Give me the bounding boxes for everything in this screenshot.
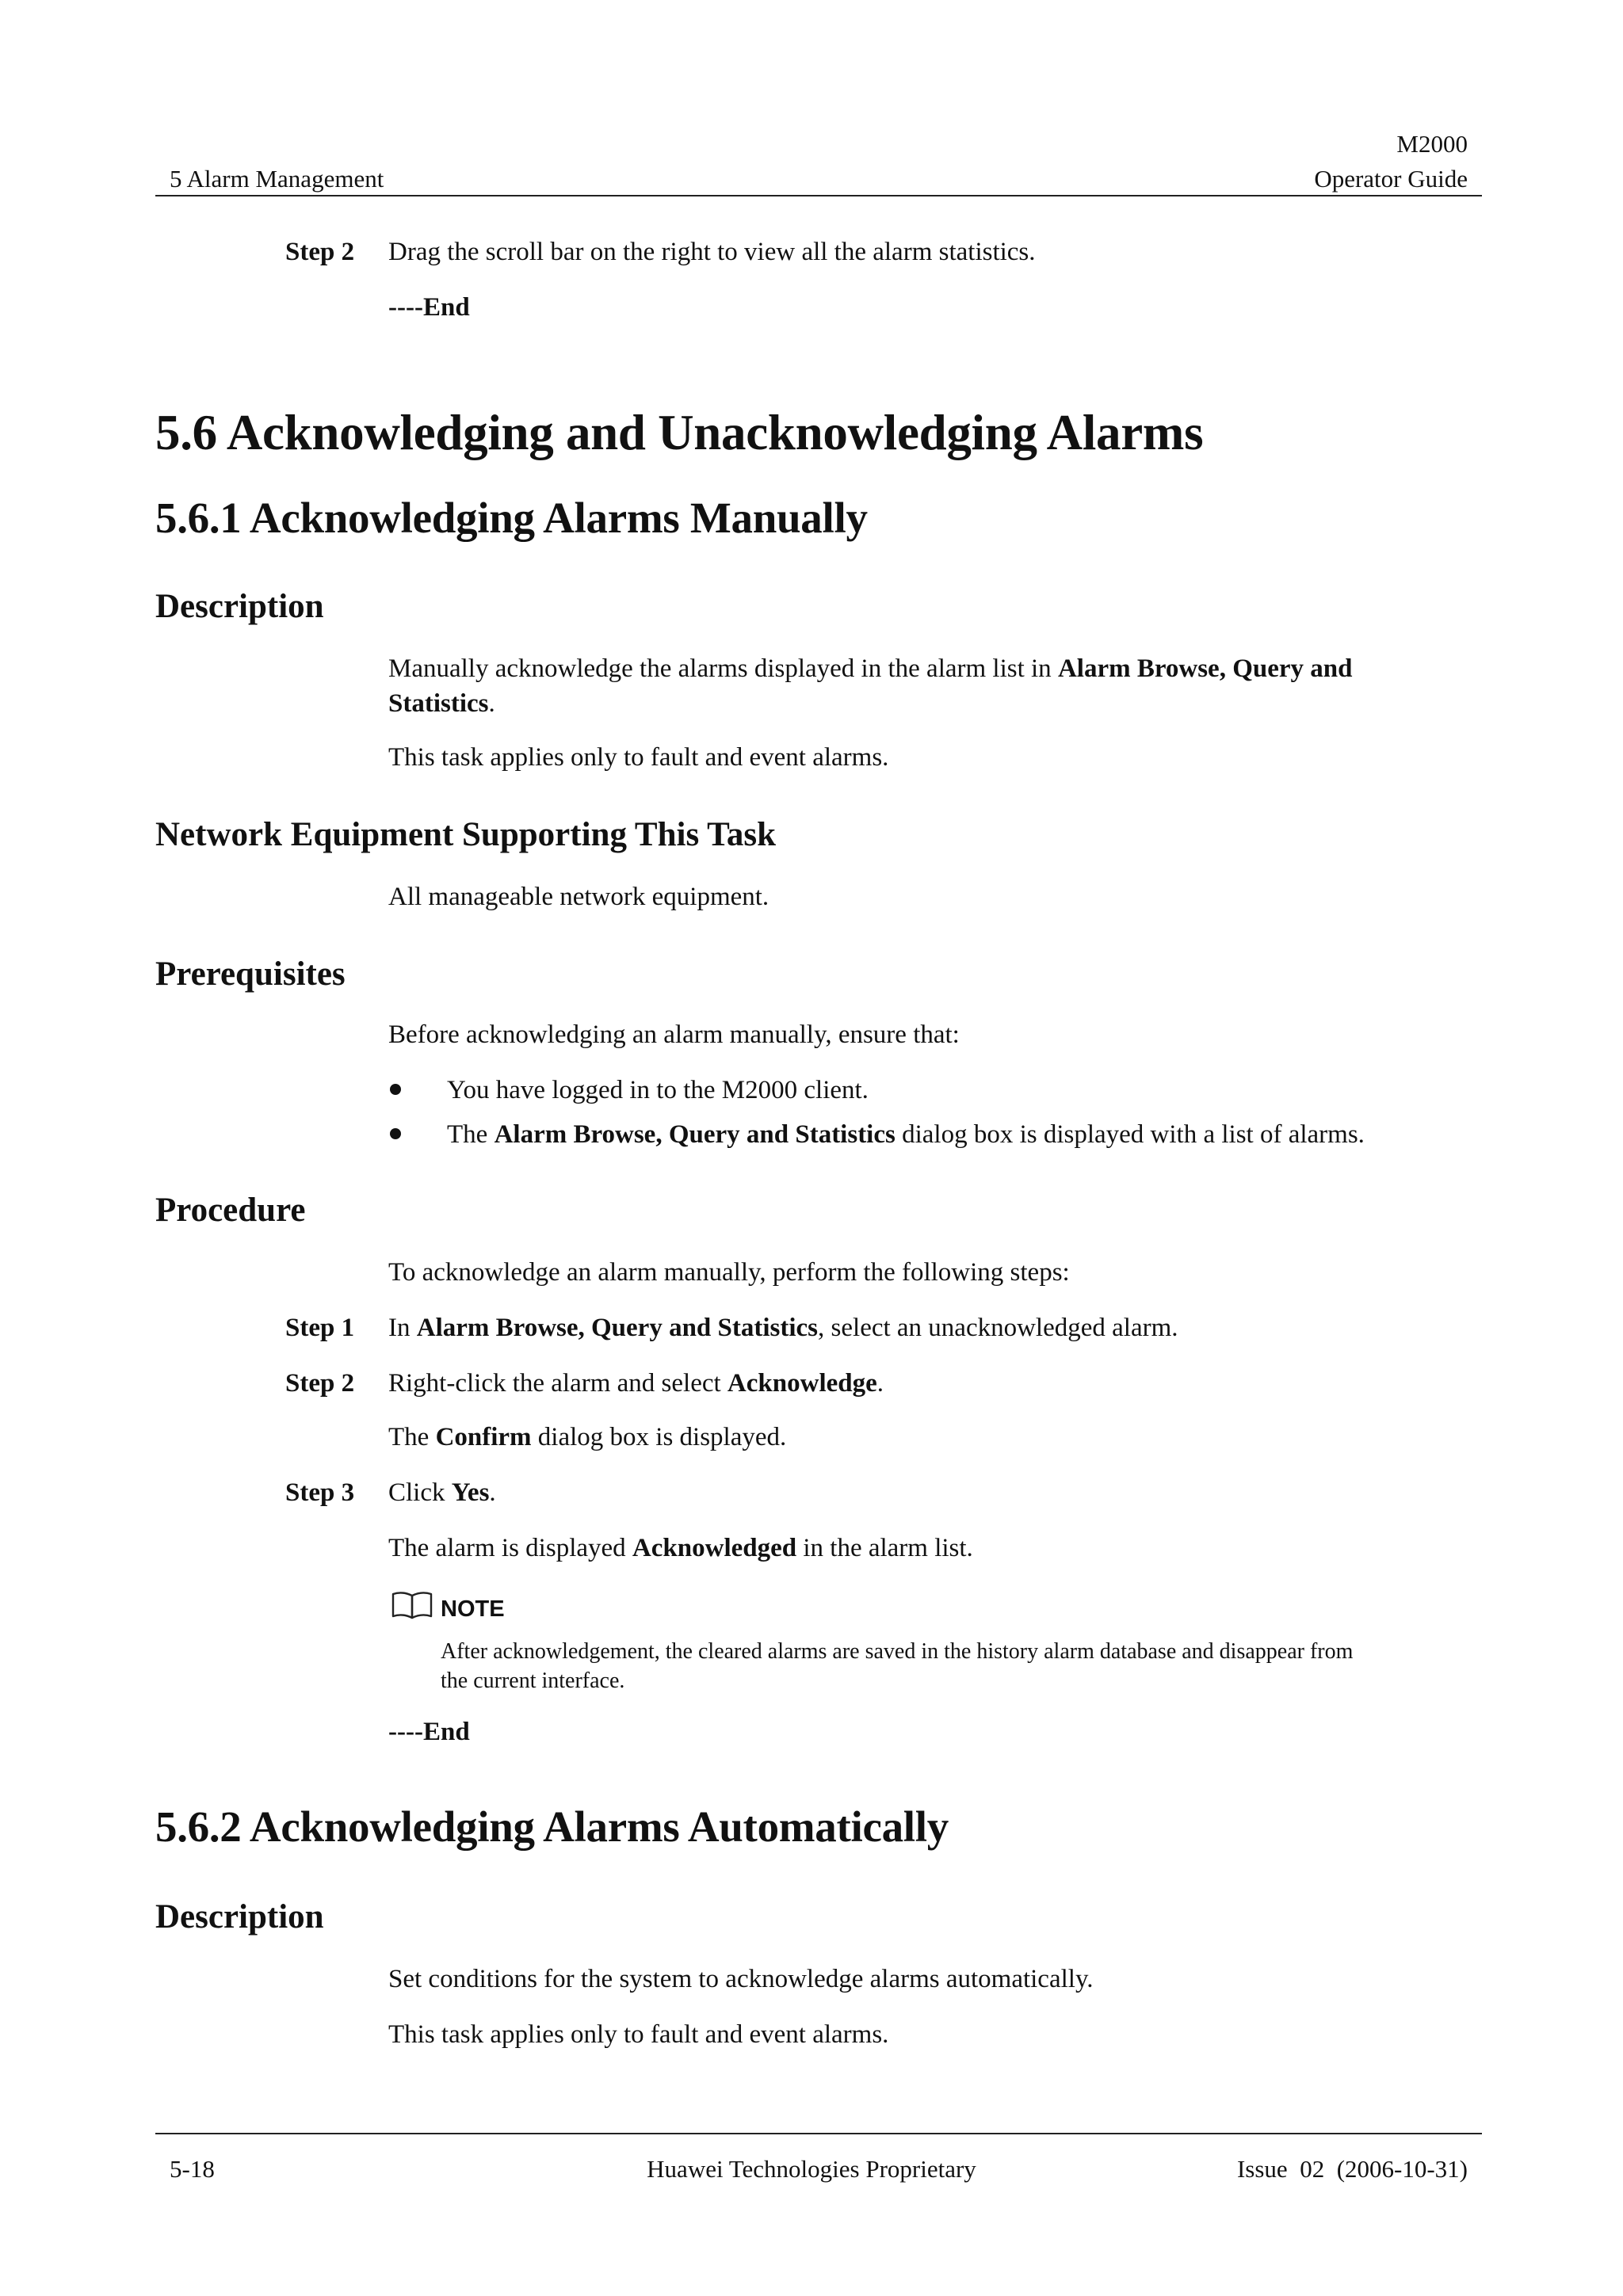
prerequisite-item: You have logged in to the M2000 client. <box>447 1076 869 1104</box>
step-label: Step 2 <box>285 238 355 266</box>
subsection-title: 5.6.2 Acknowledging Alarms Automatically <box>155 1802 949 1851</box>
prerequisites-intro: Before acknowledging an alarm manually, ensure that: <box>388 1020 960 1049</box>
step-label: Step 1 <box>285 1314 355 1342</box>
step-text: In Alarm Browse, Query and Statistics, select an unacknowledged alarm. <box>388 1314 1178 1342</box>
end-marker: ----End <box>388 293 470 322</box>
header-product: M2000 <box>1396 130 1468 158</box>
description-scope: This task applies only to fault and event alarms. <box>388 2020 889 2049</box>
step-label: Step 3 <box>285 1478 355 1507</box>
network-text: All manageable network equipment. <box>388 883 769 911</box>
footer-issue: Issue 02 (2006-10-31) <box>1236 2155 1468 2183</box>
note-text: After acknowledgement, the cleared alarms are saved in the history alarm database and disappear from <box>441 1639 1354 1664</box>
subsection-title: 5.6.1 Acknowledging Alarms Manually <box>155 494 868 542</box>
note-text: the current interface. <box>441 1669 625 1693</box>
header-doc-title: Operator Guide <box>1314 165 1468 193</box>
step-result: The Confirm dialog box is displayed. <box>388 1423 787 1451</box>
note-label: NOTE <box>441 1596 505 1622</box>
footer-company: Huawei Technologies Proprietary <box>647 2155 976 2183</box>
procedure-intro: To acknowledge an alarm manually, perform the following steps: <box>388 1258 1070 1287</box>
bullet-icon <box>390 1084 401 1095</box>
step-result: The alarm is displayed Acknowledged in the alarm list. <box>388 1534 973 1562</box>
end-marker: ----End <box>388 1718 470 1746</box>
description-paragraph: Set conditions for the system to acknowledge alarms automatically. <box>388 1965 1094 1993</box>
prerequisites-heading: Prerequisites <box>155 955 346 993</box>
bullet-icon <box>390 1128 401 1139</box>
procedure-heading: Procedure <box>155 1192 306 1229</box>
description-scope: This task applies only to fault and event alarms. <box>388 743 889 772</box>
step-text: Click Yes. <box>388 1478 496 1507</box>
step-label: Step 2 <box>285 1369 355 1398</box>
step-text: Drag the scroll bar on the right to view all the alarm statistics. <box>388 238 1036 266</box>
network-heading: Network Equipment Supporting This Task <box>155 816 777 853</box>
book-icon <box>390 1589 434 1621</box>
header-chapter: 5 Alarm Management <box>170 165 384 193</box>
step-text: Right-click the alarm and select Acknowledge. <box>388 1369 884 1398</box>
description-heading: Description <box>155 588 324 625</box>
footer-rule <box>155 2133 1482 2134</box>
footer-page-number: 5-18 <box>170 2155 215 2183</box>
section-title: 5.6 Acknowledging and Unacknowledging Alarms <box>155 405 1204 460</box>
description-heading: Description <box>155 1898 324 1936</box>
description-paragraph: Manually acknowledge the alarms displayed in the alarm list in Alarm Browse, Query and Statistics. <box>388 654 1353 718</box>
prerequisite-item: The Alarm Browse, Query and Statistics dialog box is displayed with a list of alarms. <box>447 1120 1365 1149</box>
header-rule <box>155 195 1482 196</box>
